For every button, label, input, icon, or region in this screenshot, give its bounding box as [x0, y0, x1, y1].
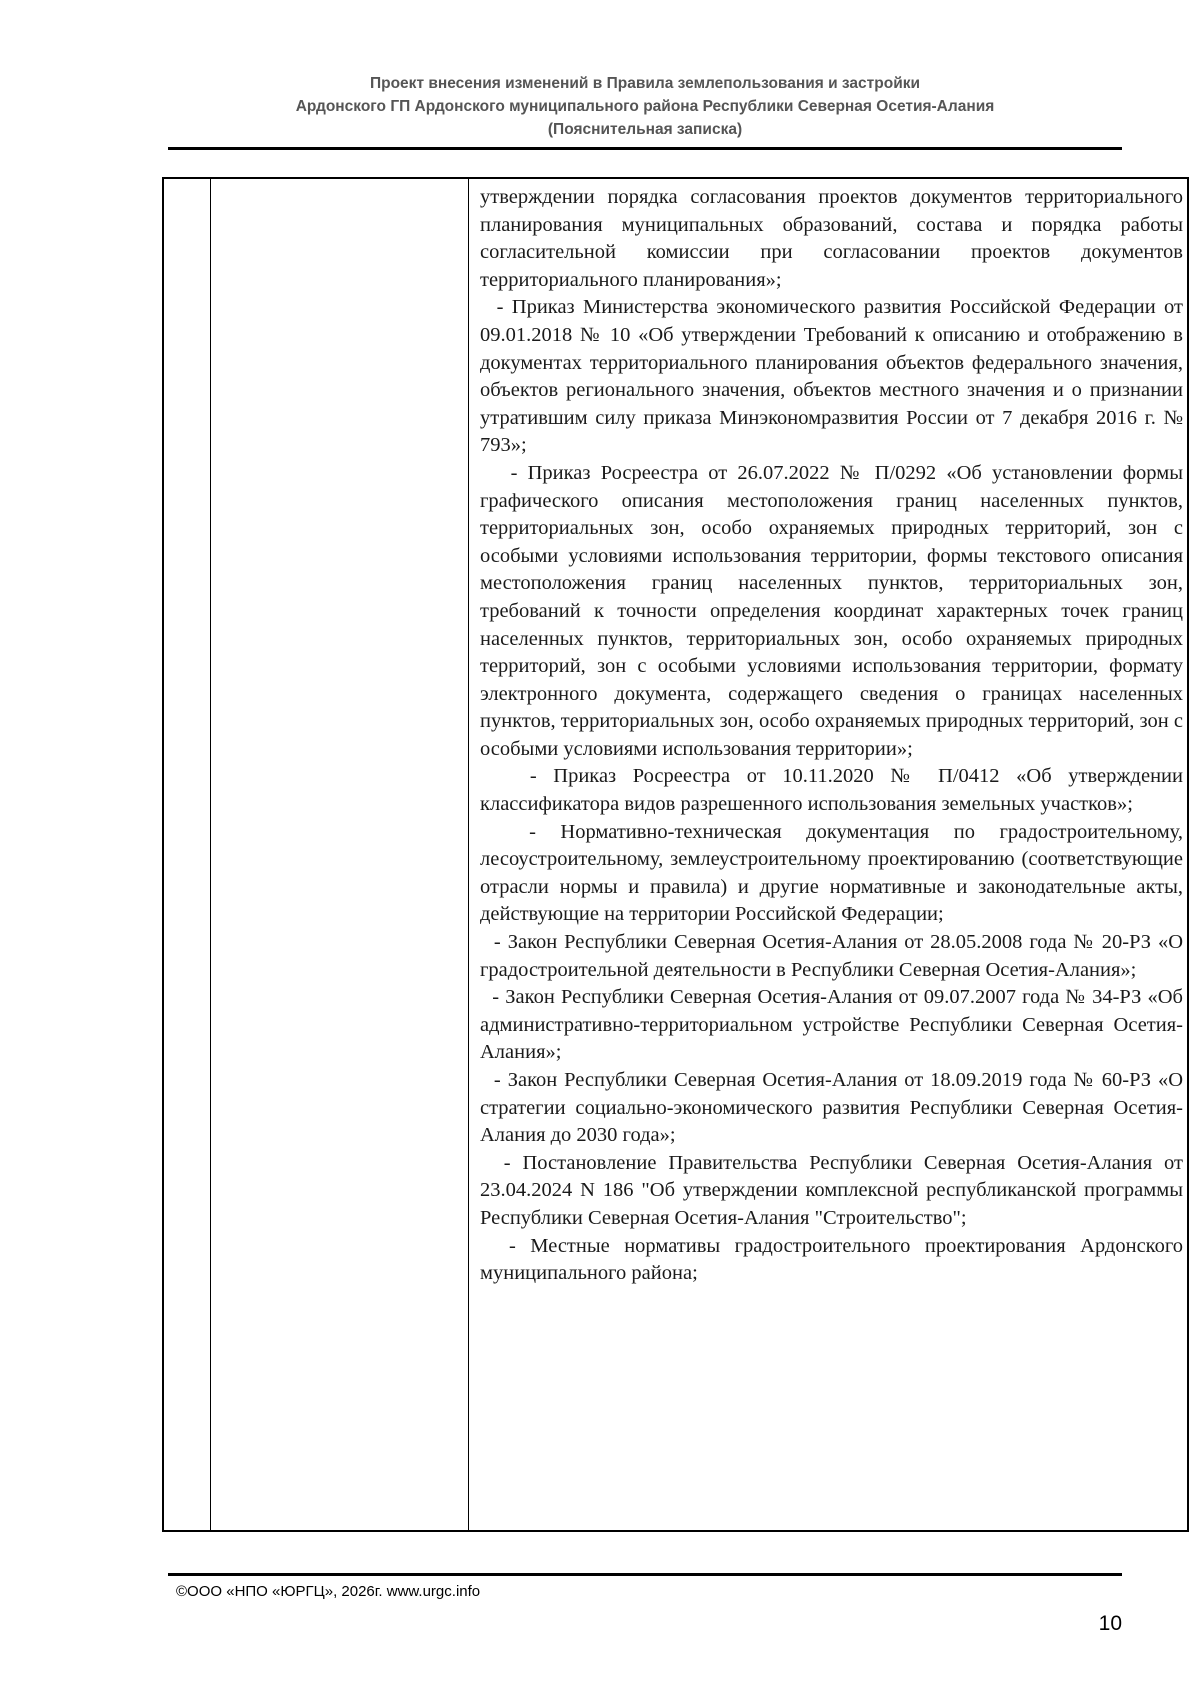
table-paragraph: - Постановление Правительства Республики Северная Осетия-Алания от 23.04.2024 N 186 "Об утверждении комплексной республиканской программы Республики Северная Осетия-Алания "Строительство";: [480, 1151, 1183, 1229]
table-paragraph: утверждении порядка согласования проектов документов территориального планирования муниципальных образований, состава и порядка работы согласительной комиссии при согласовании проектов документов территориального планирования»;: [480, 186, 1183, 291]
table-paragraph: - Закон Республики Северная Осетия-Алания от 28.05.2008 года № 20-РЗ «О градостроительной деятельности в Республики Северная Осетия-Алания»;: [480, 931, 1183, 981]
footer-copyright: ©ООО «НПО «ЮРГЦ», 2026г. www.urgc.info: [176, 1583, 481, 1600]
page-number: 10: [1098, 1612, 1122, 1635]
header-title-line-3: (Пояснительная записка): [547, 121, 743, 138]
table-paragraph: - Закон Республики Северная Осетия-Алания от 18.09.2019 года № 60-РЗ «О стратегии социально-экономического развития Республики Северная Осетия-Алания до 2030 года»;: [480, 1069, 1183, 1147]
header-divider: [168, 147, 1122, 150]
table-paragraph: - Нормативно-техническая документация по градостроительному, лесоустроительному, землеустроительному проектированию (соответствующие отрасли нормы и правила) и другие нормативные и законодательные акты, действующие на территории Российской Федерации;: [480, 820, 1183, 926]
table-paragraph: - Приказ Росреестра от 26.07.2022 № П/0292 «Об установлении формы графического описания местоположения границ населенных пунктов, территориальных зон, особо охраняемых природных территорий, зон с особыми условиями использования территории, формы текстового описания местоположения границ населенных пунктов, территориальных зон, требований к точности определения координат характерных точек границ населенных пунктов, территориальных зон, особо охраняемых природных территорий, зон с особыми условиями использования территории, формату электронного документа, содержащего сведения о границах населенных пунктов, территориальных зон, особо охраняемых природных территорий, зон с особыми условиями использования территории»;: [480, 461, 1183, 760]
table-paragraph: - Местные нормативы градостроительного проектирования Ардонского муниципального района;: [480, 1234, 1183, 1285]
table-paragraph: - Приказ Росреестра от 10.11.2020 № П/0412 «Об утверждении классификатора видов разрешенного использования земельных участков»;: [480, 765, 1183, 816]
header-title-line-2: Ардонского ГП Ардонского муниципального района Республики Северная Осетия-Алания: [295, 98, 995, 115]
footer-divider: [168, 1573, 1122, 1576]
page-header: [168, 72, 1122, 141]
content-table: [162, 177, 1189, 1532]
column-divider-1: [210, 179, 211, 1530]
table-paragraph: - Закон Республики Северная Осетия-Алания от 09.07.2007 года № 34-РЗ «Об административно-территориальном устройстве Республики Северная Осетия-Алания»;: [480, 986, 1183, 1064]
header-title-line-1: Проект внесения изменений в Правила землепользования и застройки: [369, 75, 921, 92]
table-paragraph: - Приказ Министерства экономического развития Российской Федерации от 09.01.2018 № 10 «Об утверждении Требований к описанию и отображению в документах территориального планирования объектов федерального значения, объектов регионального значения, объектов местного значения и о признании утратившим силу приказа Минэкономразвития России от 7 декабря 2016 г. № 793»;: [480, 296, 1183, 457]
table-text-cell: [480, 184, 1183, 1288]
column-divider-2: [468, 179, 469, 1530]
